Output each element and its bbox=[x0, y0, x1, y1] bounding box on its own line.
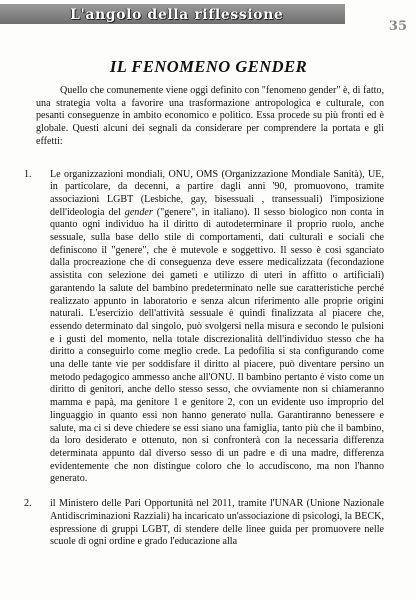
list-item-text: il Ministero delle Pari Opportunità nel 2011, tramite l'UNAR (Unione Nazionale Antidiscriminazioni Razziali) ha incaricato un'associazione di psicologi, la BECK, espressione di gruppi LGBT, di stendere delle linee guida per promuovere nelle scuole di ogni ordine e grado l'educazione alla bbox=[50, 498, 384, 548]
list-item-text-part: Le organizzazioni mondiali, ONU, OMS (Organizzazione Mondiale Sanità), UE, in particolare, da decenni, a partire dagli anni '90, promuovono, tramite associazioni LGBT (Lesbiche, gay, bisessuali , transessuali) l'imposizione dell'ideologia del bbox=[50, 168, 384, 218]
header-banner bbox=[0, 4, 345, 24]
page-number: 35 bbox=[388, 19, 407, 34]
article-body bbox=[24, 85, 384, 549]
list-item-italic-term: gender bbox=[124, 206, 153, 218]
list-item bbox=[24, 168, 384, 487]
intro-paragraph: Quello che comunemente viene oggi definito con "fenomeno gender" è, di fatto, una strategia volta a favorire una trasformazione antropologica e culturale, con pesanti conseguenze in ambito economico e politico. Essa procede su più fronti ed è globale. Questi alcuni dei segnali da considerare per comprendere la portata e gli effetti: bbox=[36, 85, 384, 147]
list-item bbox=[24, 498, 384, 549]
list-item-number: 1. bbox=[24, 168, 32, 180]
points-list bbox=[24, 168, 384, 549]
article-title: IL FENOMENO GENDER bbox=[109, 57, 308, 76]
list-item-number: 2. bbox=[24, 498, 32, 510]
list-item-text-part: ("genere", in italiano). Il sesso biologico non conta in quanto ogni individuo ha il diritto di autodeterminare il proprio ruolo, anche sessuale, sulla base dello stile di comportamenti, dati culturali e sociali che definiscono il "genere", che è mutevole e soggettivo. Il sesso è così sganciato dalla procreazione che di conseguenza deve essere medicalizzata (fecondazione assistita con selezione dei gameti e utilizzo di uteri in affitto o artificiali) garantendo la salute del bambino predeterminato nelle sue caratteristiche perché realizzato appunto in laboratorio e senza alcun riferimento alle proprie origini naturali. L'esercizio dell'attività sessuale è quindi finalizzata al piacere che, essendo determinato dal singolo, può svolgersi nella misura e secondo le pulsioni e i gusti del momento, nella totale discrezionalità dell'individuo stesso che ha diritto a conseguirlo come meglio crede. La pedofilia si sta configurando come una delle tante vie per soddisfare il diritto al piacere, può diventare persino un metodo pedagogico ammesso anche all'ONU. Il bambino pertanto è visto come un diritto di genitori, anche dello stesso sesso, che ovviamente non si chiameranno mamma e papà, ma genitore 1 e genitore 2, con un evidente uso improprio del linguaggio in quanto essi non hanno generato nulla. Garantiranno benessere e salute, ma ci si deve chiedere se essi siano una famiglia, tanto più che il bambino, da loro desiderato e ottenuto, non si confronterà con la necessaria differenza determinata appunto dal diverso sesso di un padre e di una madre, differenza evidentemente che non distingue coloro che lo accudiscono, ma non l'hanno generato. bbox=[50, 206, 384, 485]
banner-title: L'angolo della riflessione bbox=[70, 7, 284, 23]
